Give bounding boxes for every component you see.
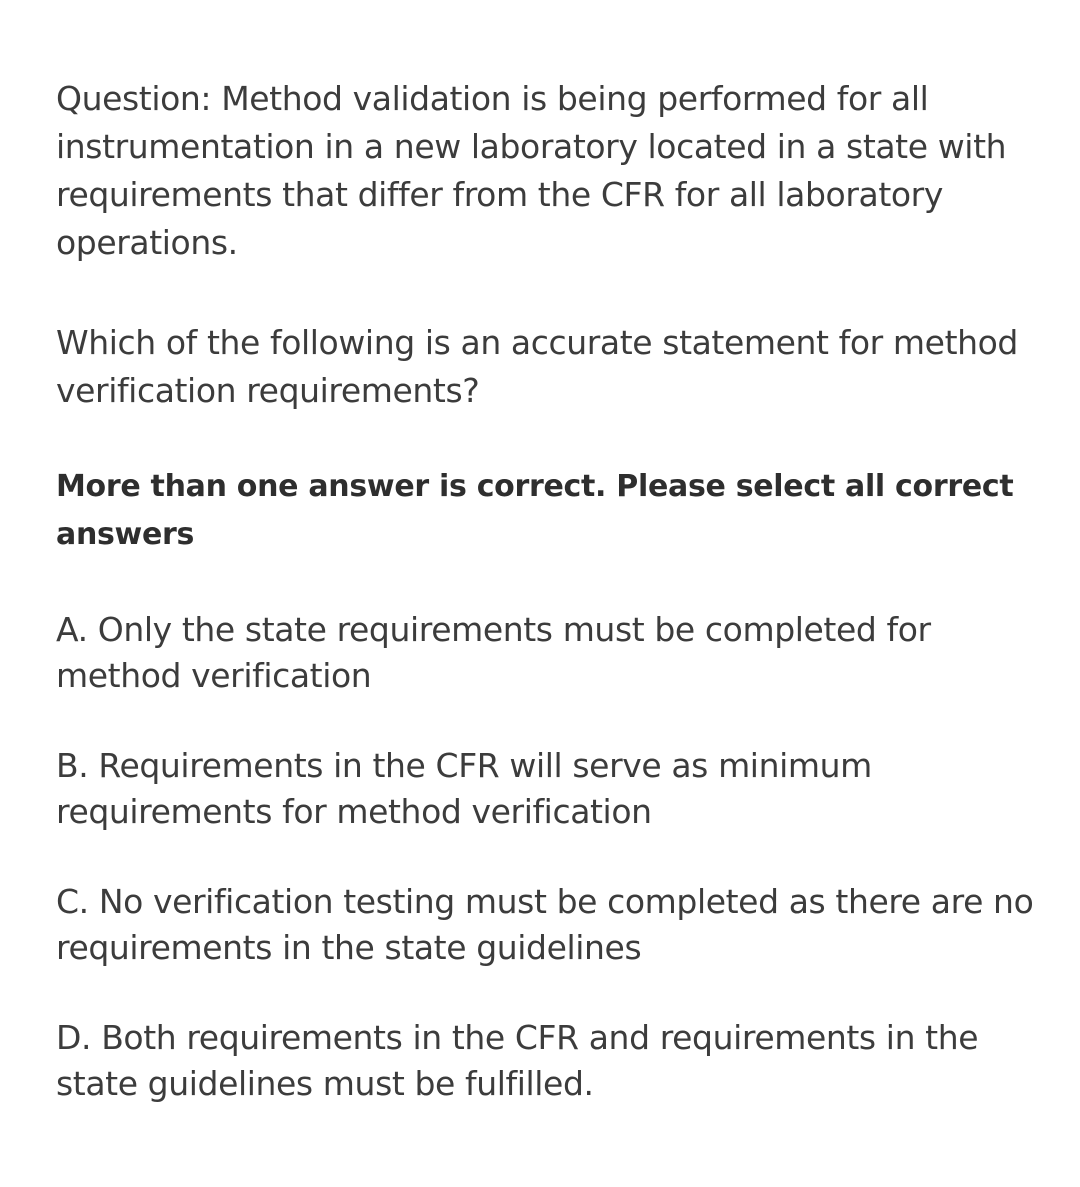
option-b[interactable]: B. Requirements in the CFR will serve as minimum requirements for method verification xyxy=(56,746,872,831)
option-d[interactable]: D. Both requirements in the CFR and requirements in the state guidelines must be fulfilled. xyxy=(56,1018,979,1103)
answer-instruction: More than one answer is correct. Please select all correct answers xyxy=(56,469,1014,552)
option-a[interactable]: A. Only the state requirements must be completed for method verification xyxy=(56,610,931,695)
option-c[interactable]: C. No verification testing must be completed as there are no requirements in the state guidelines xyxy=(56,882,1034,967)
answer-options xyxy=(56,607,1040,1107)
question-prompt: Which of the following is an accurate statement for method verification requirements? xyxy=(56,323,1018,410)
question-stem: Question: Method validation is being performed for all instrumentation in a new laboratory located in a state with requirements that differ from the CFR for all laboratory operations. xyxy=(56,79,1007,262)
